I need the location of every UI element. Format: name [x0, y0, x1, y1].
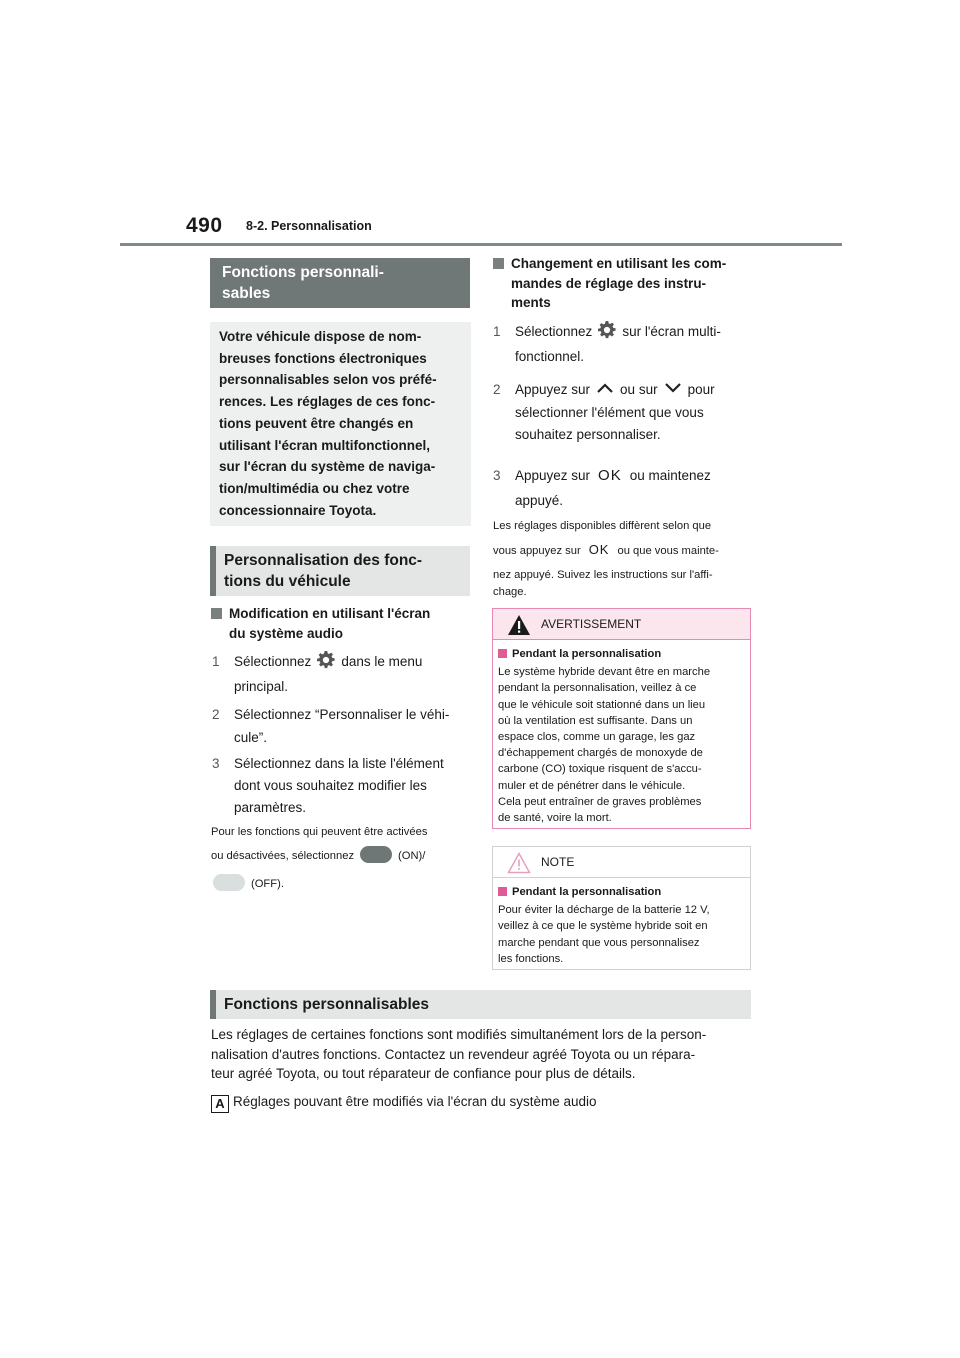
bullet-square [211, 608, 222, 619]
note-subtitle: Pendant la personnalisation [498, 884, 742, 900]
warning-line: pendant la personnalisation, veillez à ce [498, 682, 697, 695]
warning-line: où la ventilation est suffisante. Dans un [498, 714, 693, 727]
note-line: (ON)/ [398, 850, 426, 862]
banner-personnalisation-vehicule [210, 546, 470, 596]
item-text: Réglages pouvant être modifiés via l'écran du système audio [233, 1094, 597, 1109]
intro-line: concessionnaire Toyota. [219, 502, 377, 518]
step-3-right [493, 463, 755, 513]
subheading-line: Modification en utilisant l'écran [229, 606, 431, 621]
ok-glyph: OK [598, 467, 622, 484]
banner-text: Fonctions personnalisables [224, 996, 429, 1013]
small-line: vous appuyez sur [493, 545, 581, 557]
intro-line: tions peuvent être changés en [219, 415, 414, 431]
subheading-line: ments [511, 295, 551, 310]
bottom-paragraph [211, 1025, 756, 1084]
step-text: Sélectionnez dans la liste l'élément [234, 756, 444, 771]
banner-line: Personnalisation des fonc- [224, 552, 423, 569]
note-header [493, 847, 750, 878]
note-body [493, 878, 750, 967]
step-number: 2 [493, 382, 501, 397]
step-number: 2 [212, 707, 220, 722]
warning-header [493, 609, 750, 640]
step-text: ou sur [620, 382, 658, 397]
warning-line: que le véhicule soit stationné dans un lieu [498, 698, 706, 711]
step-text: Appuyez sur [515, 468, 591, 483]
step-text: appuyé. [515, 493, 564, 508]
note-line: Pour éviter la décharge de la batterie 12 V, [498, 904, 710, 917]
warning-line: de santé, voire la mort. [498, 812, 612, 825]
intro-line: utilisant l'écran multifonctionnel, [219, 437, 430, 453]
bullet-square [498, 649, 507, 658]
step-text: Sélectionnez [234, 654, 312, 669]
warning-line: Cela peut entraîner de graves problèmes [498, 795, 702, 808]
subheading-instruments [493, 254, 753, 313]
bottom-item [211, 1092, 756, 1113]
warning-line: espace clos, comme un garage, les gaz [498, 731, 696, 744]
note-line: marche pendant que vous personnalisez [498, 936, 700, 949]
note-line: ou désactivées, sélectionnez [211, 850, 355, 862]
step-text: ou maintenez [629, 468, 711, 483]
warning-subtitle: Pendant la personnalisation [498, 646, 742, 662]
intro-line: tion/multimédia ou chez votre [219, 480, 410, 496]
step-text: Sélectionnez “Personnaliser le véhi- [234, 707, 450, 722]
warning-line: carbone (CO) toxique risquent de s'accu- [498, 763, 702, 776]
warning-body [493, 640, 750, 826]
gear-icon [317, 651, 335, 669]
intro-line: breuses fonctions électroniques [219, 350, 427, 366]
step-text: fonctionnel. [515, 349, 585, 364]
step-number: 3 [212, 756, 220, 771]
intro-line: personnalisables selon vos préfé- [219, 372, 437, 388]
note-line: (OFF). [251, 878, 284, 890]
step-1-left [212, 650, 472, 698]
warning-line: Le système hybride devant être en marche [498, 666, 711, 679]
paragraph-line: nalisation d'autres fonctions. Contactez un revendeur agréé Toyota ou un répara- [211, 1046, 696, 1062]
step-number: 1 [212, 654, 220, 669]
intro-box [210, 322, 471, 526]
warning-line: muler et de pénétrer dans le véhicule. [498, 779, 686, 792]
note-box [492, 846, 751, 970]
step-text: pour [687, 382, 715, 397]
warning-triangle-icon [507, 614, 531, 636]
step-number: 1 [493, 324, 501, 339]
step-number: 3 [493, 468, 501, 483]
step-text: sur l'écran multi- [622, 324, 721, 339]
step-3-left [212, 753, 474, 819]
page-number: 490 [186, 214, 223, 237]
step-text: sélectionner l'élément que vous [515, 404, 704, 420]
step-2-right [493, 379, 755, 447]
toggle-off-icon [213, 874, 245, 891]
step-text: Sélectionnez [515, 324, 593, 339]
bullet-square [493, 258, 504, 269]
left-note [211, 820, 473, 896]
small-line: Les réglages disponibles diffèrent selon que [493, 520, 712, 532]
ok-glyph: OK [588, 542, 610, 557]
step-text: principal. [234, 679, 289, 694]
toggle-on-icon [360, 846, 392, 863]
step-text: cule”. [234, 730, 268, 745]
chevron-down-icon [664, 382, 682, 394]
step-1-right [493, 320, 755, 368]
warning-box [492, 608, 751, 829]
right-small-note [493, 514, 755, 598]
note-line: les fonctions. [498, 952, 564, 965]
step-text: Appuyez sur [515, 382, 591, 397]
warning-line: d'échappement chargés de monoxyde de [498, 747, 703, 760]
warning-title: AVERTISSEMENT [541, 617, 642, 631]
intro-line: sur l'écran du système de naviga- [219, 459, 436, 475]
gear-icon [598, 321, 616, 339]
note-line: veillez à ce que le système hybride soit en [498, 920, 708, 933]
banner-line: Fonctions personnali- [222, 264, 384, 281]
step-text: souhaitez personnaliser. [515, 427, 661, 442]
note-title: NOTE [541, 855, 575, 869]
subheading-line: mandes de réglage des instru- [511, 275, 707, 291]
subheading-line: Changement en utilisant les com- [511, 256, 727, 271]
banner-fonctions-personnalisables-bottom [210, 990, 751, 1019]
banner-line: sables [222, 285, 271, 302]
step-2-left [212, 703, 474, 749]
intro-line: rences. Les réglages de ces fonc- [219, 394, 436, 410]
step-text: dont vous souhaitez modifier les [234, 778, 427, 793]
intro-line: Votre véhicule dispose de nom- [219, 329, 422, 344]
subheading-line: du système audio [229, 625, 344, 641]
small-line: nez appuyé. Suivez les instructions sur l'affi- [493, 569, 713, 581]
paragraph-line: teur agréé Toyota, ou tout réparateur de confiance pour plus de détails. [211, 1066, 636, 1081]
paragraph-line: Les réglages de certaines fonctions sont modifiés simultanément lors de la person- [211, 1027, 707, 1042]
small-line: ou que vous mainte- [617, 545, 719, 557]
section-label: 8-2. Personnalisation [246, 219, 372, 233]
banner-line: tions du véhicule [224, 573, 351, 590]
step-text: dans le menu [341, 654, 423, 669]
note-line: Pour les fonctions qui peuvent être activées [211, 826, 428, 838]
note-triangle-icon [507, 852, 531, 874]
step-text: paramètres. [234, 800, 307, 815]
subheading-audio [211, 604, 471, 643]
chevron-up-icon [596, 382, 614, 394]
header-rule [120, 243, 842, 246]
bullet-square [498, 887, 507, 896]
letter-a-badge: A [211, 1095, 229, 1113]
small-line: chage. [493, 586, 527, 598]
banner-fonctions-personnalisables [210, 258, 470, 308]
